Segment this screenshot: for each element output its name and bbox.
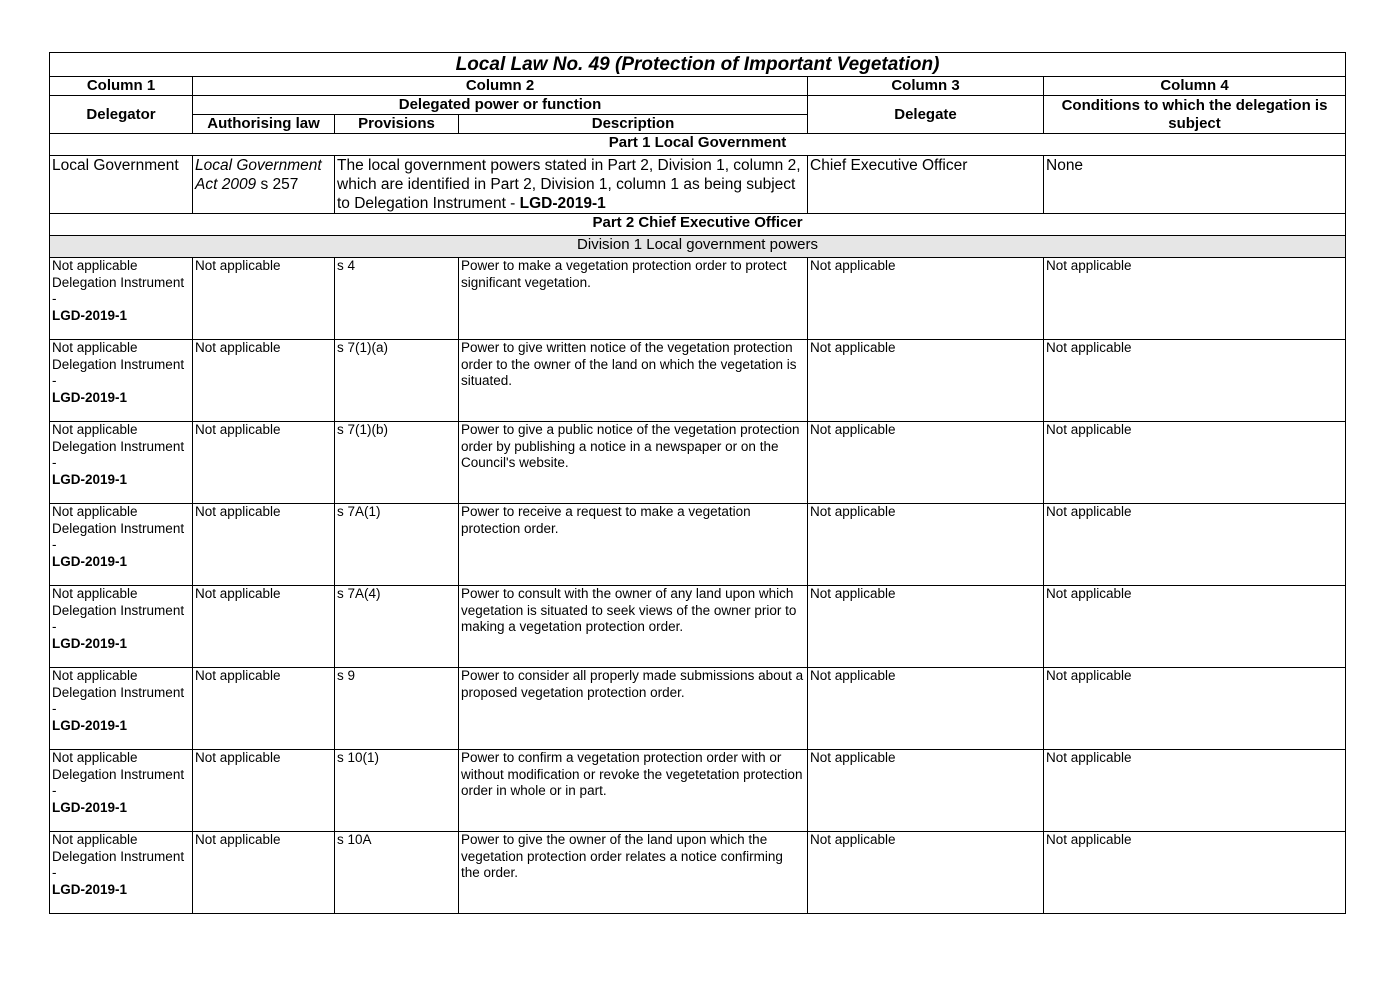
title-row (50, 53, 1346, 77)
column2-header: Column 2 (193, 77, 808, 96)
table-row (50, 422, 1346, 504)
row-conditions: Not applicable (1044, 750, 1346, 832)
row-authorising-law: Not applicable (193, 422, 335, 504)
row-delegate: Not applicable (808, 750, 1044, 832)
part1-heading: Part 1 Local Government (50, 134, 1346, 156)
row-delegator (50, 422, 193, 504)
part1-law-name: Local Government Act 2009 (195, 157, 322, 193)
column-number-row (50, 77, 1346, 96)
column3-header: Column 3 (808, 77, 1044, 96)
row-description: Power to make a vegetation protection order to protect significant vegetation. (459, 258, 808, 340)
row-provision: s 7(1)(a) (335, 340, 459, 422)
delegate-header: Delegate (808, 96, 1044, 134)
table-row (50, 504, 1346, 586)
part1-law-section: s 257 (256, 176, 299, 193)
delegator-line1: Not applicable (52, 258, 138, 273)
table-row (50, 258, 1346, 340)
part2-heading-row (50, 214, 1346, 236)
row-delegator (50, 832, 193, 914)
row-delegator (50, 340, 193, 422)
delegator-ref: LGD-2019-1 (52, 471, 128, 487)
row-description: Power to confirm a vegetation protection order with or without modification or revoke the vegetetation protection order in whole or in part. (459, 750, 808, 832)
authorising-law-header: Authorising law (193, 115, 335, 134)
delegator-ref: LGD-2019-1 (52, 717, 128, 733)
delegator-line2: Delegation Instrument - (52, 766, 185, 798)
row-conditions: Not applicable (1044, 586, 1346, 668)
column1-header: Column 1 (50, 77, 193, 96)
row-provision: s 7A(1) (335, 504, 459, 586)
row-provision: s 7A(4) (335, 586, 459, 668)
delegator-line1: Not applicable (52, 586, 138, 601)
row-delegate: Not applicable (808, 504, 1044, 586)
row-authorising-law: Not applicable (193, 340, 335, 422)
row-conditions: Not applicable (1044, 832, 1346, 914)
row-authorising-law: Not applicable (193, 258, 335, 340)
part1-heading-row (50, 134, 1346, 156)
part1-delegator: Local Government (50, 156, 193, 214)
conditions-header: Conditions to which the delegation is subject (1044, 96, 1346, 134)
part1-delegate: Chief Executive Officer (808, 156, 1044, 214)
row-authorising-law: Not applicable (193, 750, 335, 832)
delegator-ref: LGD-2019-1 (52, 799, 128, 815)
row-description: Power to consult with the owner of any land upon which vegetation is situated to seek views of the owner prior to making a vegetation protection order. (459, 586, 808, 668)
row-authorising-law: Not applicable (193, 586, 335, 668)
row-description: Power to give the owner of the land upon which the vegetation protection order relates a notice confirming the order. (459, 832, 808, 914)
delegator-line1: Not applicable (52, 422, 138, 437)
row-description: Power to give written notice of the vegetation protection order to the owner of the land on which the vegetation is situated. (459, 340, 808, 422)
part1-description-text: The local government powers stated in Part 2, Division 1, column 2, which are identified in Part 2, Division 1, column 1 as being subject to Delegation Instrument - (337, 157, 801, 212)
delegator-line2: Delegation Instrument - (52, 520, 185, 552)
column4-header: Column 4 (1044, 77, 1346, 96)
delegator-line1: Not applicable (52, 504, 138, 519)
row-description: Power to receive a request to make a vegetation protection order. (459, 504, 808, 586)
division1-row (50, 236, 1346, 258)
part1-authorising-law (193, 156, 335, 214)
table-row (50, 750, 1346, 832)
part1-description (335, 156, 808, 214)
provisions-header: Provisions (335, 115, 459, 134)
row-description: Power to give a public notice of the vegetation protection order by publishing a notice in a newspaper or on the Council's website. (459, 422, 808, 504)
row-conditions: Not applicable (1044, 504, 1346, 586)
row-description: Power to consider all properly made submissions about a proposed vegetation protection order. (459, 668, 808, 750)
delegator-line1: Not applicable (52, 340, 138, 355)
delegator-line1: Not applicable (52, 668, 138, 683)
row-delegator (50, 586, 193, 668)
row-delegator (50, 504, 193, 586)
row-delegate: Not applicable (808, 668, 1044, 750)
row-authorising-law: Not applicable (193, 504, 335, 586)
row-authorising-law: Not applicable (193, 668, 335, 750)
delegator-line2: Delegation Instrument - (52, 274, 185, 306)
row-delegate: Not applicable (808, 832, 1044, 914)
delegator-ref: LGD-2019-1 (52, 389, 128, 405)
description-header: Description (459, 115, 808, 134)
row-delegator (50, 258, 193, 340)
row-provision: s 9 (335, 668, 459, 750)
delegated-power-header: Delegated power or function (193, 96, 808, 115)
row-provision: s 10A (335, 832, 459, 914)
row-conditions: Not applicable (1044, 340, 1346, 422)
table-row (50, 586, 1346, 668)
part1-row (50, 156, 1346, 214)
table-row (50, 340, 1346, 422)
delegator-ref: LGD-2019-1 (52, 881, 128, 897)
row-delegator (50, 668, 193, 750)
table-title: Local Law No. 49 (Protection of Important Vegetation) (50, 53, 1346, 77)
part1-conditions: None (1044, 156, 1346, 214)
delegator-ref: LGD-2019-1 (52, 307, 128, 323)
header-row-1 (50, 96, 1346, 115)
row-delegate: Not applicable (808, 340, 1044, 422)
delegator-line1: Not applicable (52, 750, 138, 765)
part2-heading: Part 2 Chief Executive Officer (50, 214, 1346, 236)
delegation-table (49, 52, 1346, 914)
delegator-header: Delegator (50, 96, 193, 134)
delegator-ref: LGD-2019-1 (52, 635, 128, 651)
row-delegator (50, 750, 193, 832)
delegator-ref: LGD-2019-1 (52, 553, 128, 569)
row-provision: s 4 (335, 258, 459, 340)
table-row (50, 668, 1346, 750)
row-conditions: Not applicable (1044, 668, 1346, 750)
part1-description-ref: LGD-2019-1 (519, 195, 606, 212)
row-provision: s 10(1) (335, 750, 459, 832)
delegator-line2: Delegation Instrument - (52, 602, 185, 634)
row-delegate: Not applicable (808, 586, 1044, 668)
delegator-line2: Delegation Instrument - (52, 438, 185, 470)
division1-heading: Division 1 Local government powers (50, 236, 1346, 258)
row-provision: s 7(1)(b) (335, 422, 459, 504)
row-delegate: Not applicable (808, 258, 1044, 340)
table-row (50, 832, 1346, 914)
row-conditions: Not applicable (1044, 258, 1346, 340)
delegator-line1: Not applicable (52, 832, 138, 847)
row-conditions: Not applicable (1044, 422, 1346, 504)
delegator-line2: Delegation Instrument - (52, 356, 185, 388)
delegator-line2: Delegation Instrument - (52, 848, 185, 880)
delegator-line2: Delegation Instrument - (52, 684, 185, 716)
row-delegate: Not applicable (808, 422, 1044, 504)
row-authorising-law: Not applicable (193, 832, 335, 914)
